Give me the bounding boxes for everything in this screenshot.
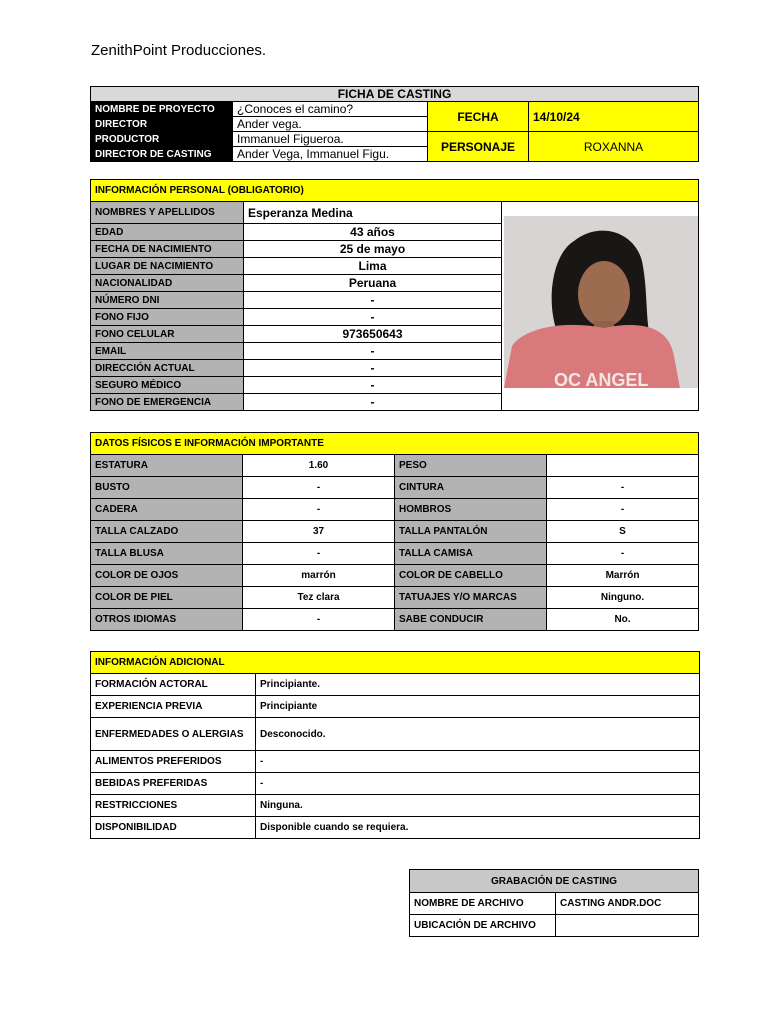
personal-value-birthdate: 25 de mayo — [244, 241, 502, 258]
physical-label: OTROS IDIOMAS — [91, 609, 243, 631]
personal-value-mobile: 973650643 — [244, 326, 502, 343]
candidate-portrait-icon — [504, 216, 698, 388]
physical-value: - — [243, 477, 395, 499]
personal-label-mobile: FONO CELULAR — [91, 326, 244, 343]
personal-value-nationality: Peruana — [244, 275, 502, 292]
physical-label: BUSTO — [91, 477, 243, 499]
director-value: Ander vega. — [233, 117, 428, 132]
additional-value: Principiante. — [256, 674, 700, 696]
additional-value: Principiante — [256, 696, 700, 718]
director-label: DIRECTOR — [91, 117, 233, 132]
physical-value: 1.60 — [243, 455, 395, 477]
personal-label-birthdate: FECHA DE NACIMIENTO — [91, 241, 244, 258]
casting-sheet-title: FICHA DE CASTING — [91, 87, 699, 102]
physical-value: S — [547, 521, 699, 543]
recording-header: GRABACIÓN DE CASTING — [410, 870, 699, 893]
file-location-label: UBICACIÓN DE ARCHIVO — [410, 915, 556, 937]
additional-info-header: INFORMACIÓN ADICIONAL — [91, 652, 700, 674]
additional-value: Ninguna. — [256, 795, 700, 817]
additional-label: ENFERMEDADES O ALERGIAS — [91, 718, 256, 751]
physical-data-header: DATOS FÍSICOS E INFORMACIÓN IMPORTANTE — [91, 433, 699, 455]
personal-value-emergency-phone: - — [244, 394, 502, 411]
additional-label: FORMACIÓN ACTORAL — [91, 674, 256, 696]
physical-label: PESO — [395, 455, 547, 477]
personal-label-email: EMAIL — [91, 343, 244, 360]
shirt-print-text: OC ANGEL — [554, 370, 649, 388]
physical-value: - — [547, 499, 699, 521]
physical-label: TALLA CAMISA — [395, 543, 547, 565]
personal-info-table — [90, 179, 699, 411]
physical-value: Tez clara — [243, 587, 395, 609]
physical-value: - — [243, 609, 395, 631]
additional-value: - — [256, 751, 700, 773]
physical-value: - — [547, 543, 699, 565]
personal-label-nationality: NACIONALIDAD — [91, 275, 244, 292]
physical-label: TATUAJES Y/O MARCAS — [395, 587, 547, 609]
file-name-value: CASTING ANDR.DOC — [556, 893, 699, 915]
physical-value: No. — [547, 609, 699, 631]
personal-info-header: INFORMACIÓN PERSONAL (OBLIGATORIO) — [91, 180, 699, 202]
additional-label: ALIMENTOS PREFERIDOS — [91, 751, 256, 773]
additional-label: RESTRICCIONES — [91, 795, 256, 817]
casting-director-label: DIRECTOR DE CASTING — [91, 147, 233, 162]
candidate-photo — [504, 216, 698, 388]
additional-value: Desconocido. — [256, 718, 700, 751]
additional-info-table — [90, 651, 700, 839]
personal-label-age: EDAD — [91, 224, 244, 241]
personal-label-address: DIRECCIÓN ACTUAL — [91, 360, 244, 377]
project-value: ¿Conoces el camino? — [233, 102, 428, 117]
personal-label-insurance: SEGURO MÉDICO — [91, 377, 244, 394]
character-label: PERSONAJE — [428, 132, 529, 162]
candidate-photo-cell — [502, 202, 699, 411]
file-location-value — [556, 915, 699, 937]
physical-label: SABE CONDUCIR — [395, 609, 547, 631]
project-label: NOMBRE DE PROYECTO — [91, 102, 233, 117]
physical-label: CINTURA — [395, 477, 547, 499]
physical-label: TALLA BLUSA — [91, 543, 243, 565]
physical-value: - — [243, 499, 395, 521]
physical-value: 37 — [243, 521, 395, 543]
physical-label: HOMBROS — [395, 499, 547, 521]
physical-value: marrón — [243, 565, 395, 587]
personal-value-insurance: - — [244, 377, 502, 394]
personal-label-landline: FONO FIJO — [91, 309, 244, 326]
physical-label: CADERA — [91, 499, 243, 521]
physical-label: COLOR DE PIEL — [91, 587, 243, 609]
casting-sheet-table — [90, 86, 699, 162]
additional-value: - — [256, 773, 700, 795]
physical-value: - — [547, 477, 699, 499]
character-value: ROXANNA — [529, 132, 699, 162]
physical-data-table — [90, 432, 699, 631]
personal-label-emergency-phone: FONO DE EMERGENCIA — [91, 394, 244, 411]
personal-label-birthplace: LUGAR DE NACIMIENTO — [91, 258, 244, 275]
personal-value-address: - — [244, 360, 502, 377]
physical-value: Marrón — [547, 565, 699, 587]
additional-value: Disponible cuando se requiera. — [256, 817, 700, 839]
physical-label: TALLA CALZADO — [91, 521, 243, 543]
personal-label-dni: NÚMERO DNI — [91, 292, 244, 309]
physical-label: TALLA PANTALÓN — [395, 521, 547, 543]
date-label: FECHA — [428, 102, 529, 132]
company-name: ZenithPoint Producciones. — [91, 42, 267, 59]
date-value: 14/10/24 — [529, 102, 699, 132]
casting-recording-table — [409, 869, 699, 937]
additional-label: EXPERIENCIA PREVIA — [91, 696, 256, 718]
additional-label: BEBIDAS PREFERIDAS — [91, 773, 256, 795]
personal-value-landline: - — [244, 309, 502, 326]
physical-value: - — [243, 543, 395, 565]
casting-director-value: Ander Vega, Immanuel Figu. — [233, 147, 428, 162]
file-name-label: NOMBRE DE ARCHIVO — [410, 893, 556, 915]
additional-label: DISPONIBILIDAD — [91, 817, 256, 839]
physical-label: ESTATURA — [91, 455, 243, 477]
personal-value-dni: - — [244, 292, 502, 309]
producer-value: Immanuel Figueroa. — [233, 132, 428, 147]
personal-value-email: - — [244, 343, 502, 360]
physical-value — [547, 455, 699, 477]
personal-label-name: NOMBRES Y APELLIDOS — [91, 202, 244, 224]
producer-label: PRODUCTOR — [91, 132, 233, 147]
physical-label: COLOR DE OJOS — [91, 565, 243, 587]
physical-label: COLOR DE CABELLO — [395, 565, 547, 587]
personal-value-age: 43 años — [244, 224, 502, 241]
physical-value: Ninguno. — [547, 587, 699, 609]
personal-value-birthplace: Lima — [244, 258, 502, 275]
personal-value-name: Esperanza Medina — [244, 202, 502, 224]
